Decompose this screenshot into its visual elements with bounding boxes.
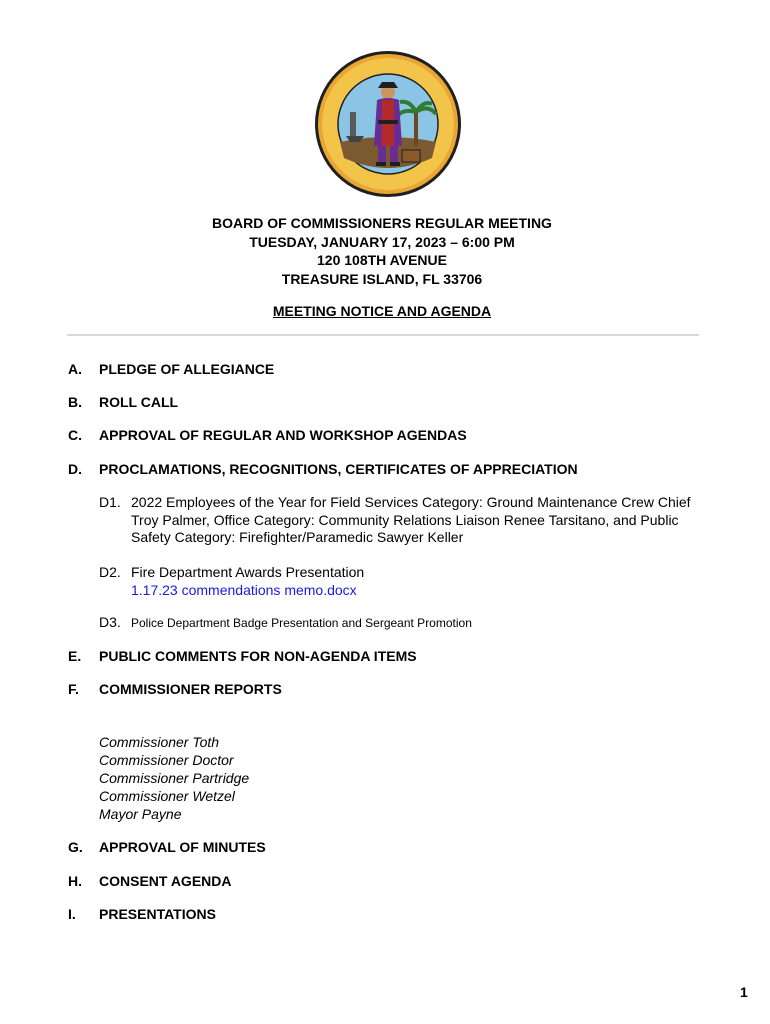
item-letter: B.	[68, 394, 82, 410]
commissioner-name: Commissioner Partridge	[99, 770, 250, 786]
commendations-memo-link[interactable]: 1.17.23 commendations memo.docx	[131, 581, 357, 598]
meeting-address: 120 108TH AVENUE	[317, 252, 447, 268]
item-title: PRESENTATIONS	[99, 906, 216, 922]
item-letter: G.	[68, 839, 83, 855]
item-letter: F.	[68, 681, 79, 697]
sub-item-body	[131, 564, 711, 599]
seal-graphic	[314, 50, 462, 198]
item-letter: A.	[68, 361, 82, 377]
sub-item-text: Fire Department Awards Presentation	[131, 564, 365, 580]
city-seal	[314, 50, 462, 198]
item-letter: H.	[68, 873, 82, 889]
agenda-subtitle: MEETING NOTICE AND AGENDA	[272, 303, 492, 319]
meeting-title: BOARD OF COMMISSIONERS REGULAR MEETING	[212, 215, 552, 231]
sub-item-number: D3.	[99, 614, 121, 630]
item-letter: I.	[68, 906, 76, 922]
commissioner-name: Commissioner Wetzel	[99, 788, 235, 804]
sub-item-number: D2.	[99, 564, 121, 580]
item-title: APPROVAL OF MINUTES	[99, 839, 266, 855]
sub-item-text: Police Department Badge Presentation and Sergeant Promotion	[131, 616, 472, 630]
item-letter: D.	[68, 461, 82, 477]
commissioner-name: Commissioner Toth	[99, 734, 220, 750]
divider	[67, 334, 699, 336]
item-title: CONSENT AGENDA	[99, 873, 232, 889]
page-number: 1	[740, 984, 748, 1000]
mayor-name: Mayor Payne	[99, 806, 182, 822]
sub-item-text: 2022 Employees of the Year for Field Services Category: Ground Maintenance Crew Chief Troy Palmer, Office Category: Community Relations Liaison Renee Tarsitano, and Public Safety Category: Firefighter/Paramedic Sawyer Keller	[131, 494, 691, 545]
item-letter: E.	[68, 648, 82, 664]
item-title: PUBLIC COMMENTS FOR NON-AGENDA ITEMS	[99, 648, 417, 664]
item-title: PLEDGE OF ALLEGIANCE	[99, 361, 275, 377]
item-title: APPROVAL OF REGULAR AND WORKSHOP AGENDAS	[99, 427, 467, 443]
item-title: PROCLAMATIONS, RECOGNITIONS, CERTIFICATES OF APPRECIATION	[99, 461, 578, 477]
item-letter: C.	[68, 427, 82, 443]
commissioner-name: Commissioner Doctor	[99, 752, 234, 768]
item-title: ROLL CALL	[99, 394, 179, 410]
meeting-city: TREASURE ISLAND, FL 33706	[281, 270, 483, 287]
commissioner-list	[99, 733, 249, 823]
item-title: COMMISSIONER REPORTS	[99, 681, 282, 697]
meeting-header	[0, 214, 764, 288]
meeting-datetime: TUESDAY, JANUARY 17, 2023 – 6:00 PM	[249, 233, 515, 250]
sub-item-number: D1.	[99, 494, 121, 510]
